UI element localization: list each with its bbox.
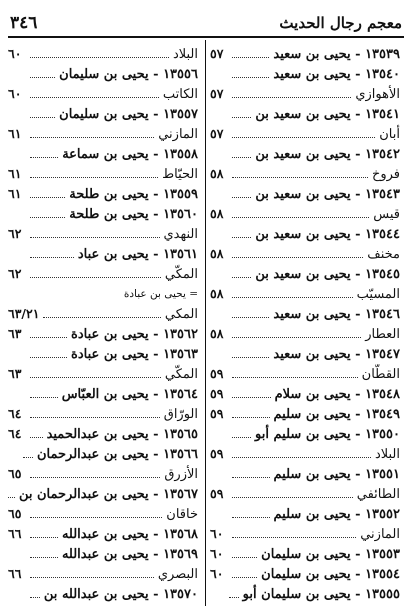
header-rule <box>8 36 404 38</box>
leader-dots <box>30 364 161 378</box>
entry-text: القطّان <box>361 367 400 382</box>
leader-dots <box>232 344 269 358</box>
entry-text: الأهوازي <box>355 87 400 102</box>
leader-dots <box>30 104 55 118</box>
leader-dots <box>232 324 361 338</box>
entry-text: فروخ <box>371 167 400 182</box>
entry-text: المكّي <box>164 367 198 382</box>
index-subline <box>8 164 198 184</box>
entry-page-number: ٥٧ <box>210 86 224 101</box>
index-entry <box>8 484 198 504</box>
leader-dots <box>232 244 363 258</box>
entry-page-number: ٦٣ <box>8 326 22 341</box>
index-entry <box>210 464 400 484</box>
index-subline <box>8 304 198 324</box>
entry-text: الطائفي <box>356 487 400 502</box>
index-entry <box>210 564 400 584</box>
index-entry <box>210 344 400 364</box>
entry-page-number: ٦٥ <box>8 506 22 521</box>
entry-text: = يحيى بن عبادة <box>123 288 198 300</box>
entry-page-number: ٦٣/٢١ <box>8 306 40 321</box>
entry-text: خاقان <box>166 507 198 522</box>
index-entry <box>8 184 198 204</box>
index-subline <box>210 364 400 384</box>
entry-page-number: ٦٢ <box>8 266 22 281</box>
index-subline <box>8 564 198 584</box>
entry-page-number: ٥٩ <box>210 486 224 501</box>
index-entry <box>8 144 198 164</box>
index-entry <box>8 524 198 544</box>
index-subline <box>8 264 198 284</box>
leader-dots <box>23 444 33 458</box>
entry-page-number: ٦٥ <box>8 466 22 481</box>
leader-dots <box>30 64 55 78</box>
entry-text: البلاد <box>172 47 198 62</box>
leader-dots <box>232 44 269 58</box>
entry-page-number: ٦٠ <box>8 46 22 61</box>
entry-page-number: ٥٩ <box>210 386 224 401</box>
entry-text: ١٣٥٥٢ - يحيى بن سليم <box>273 507 400 522</box>
index-subline <box>8 404 198 424</box>
leader-dots <box>232 564 257 578</box>
column-divider <box>205 40 206 606</box>
entry-text: الكاتب <box>162 87 198 102</box>
entry-page-number: ٦٦ <box>8 526 22 541</box>
leader-dots <box>232 424 251 438</box>
index-entry <box>8 244 198 264</box>
index-subline <box>210 284 400 304</box>
entry-page-number: ٦٠ <box>8 86 22 101</box>
leader-dots <box>30 224 160 238</box>
entry-page-number: ٥٨ <box>210 286 224 301</box>
entry-text: ١٣٥٥٧ - يحيى بن سليمان <box>59 107 198 122</box>
leader-dots <box>232 184 251 198</box>
entry-text: المسيّب <box>356 287 400 302</box>
entry-text: ١٣٥٤٠ - يحيى بن سعيد <box>273 67 400 82</box>
index-subline <box>8 124 198 144</box>
leader-dots <box>30 244 74 258</box>
cross-reference-note <box>8 284 198 304</box>
index-entry <box>210 404 400 424</box>
index-entry <box>210 224 400 244</box>
entry-page-number: ٥٧ <box>210 46 224 61</box>
leader-dots <box>30 204 65 218</box>
index-subline <box>210 324 400 344</box>
entry-page-number: ٦٢ <box>8 226 22 241</box>
entry-page-number: ٥٩ <box>210 366 224 381</box>
index-subline <box>210 444 400 464</box>
entry-text: الورّاق <box>163 407 198 422</box>
index-entry <box>210 184 400 204</box>
entry-text: ١٣٥٥٠ - يحيى بن سليم أبو <box>255 427 400 442</box>
entry-text: ١٣٥٦٦ - يحيى بن عبدالرحمان <box>36 447 198 462</box>
entry-text: ١٣٥٥١ - يحيى بن سليم <box>273 467 400 482</box>
entry-text: ١٣٥٤٣ - يحيى بن سعيد بن <box>255 187 400 202</box>
entry-page-number: ٥٨ <box>210 326 224 341</box>
index-subline <box>8 364 198 384</box>
entry-page-number: ٦٠ <box>210 546 224 561</box>
entry-text: ١٣٥٦٢ - يحيى بن عبادة <box>71 327 198 342</box>
index-subline <box>8 224 198 244</box>
entry-text: ١٣٥٥٨ - يحيى بن سماعة <box>62 147 198 162</box>
index-entry <box>210 264 400 284</box>
index-entry <box>210 304 400 324</box>
entry-text: مخنف <box>367 247 400 262</box>
leader-dots <box>232 204 369 218</box>
leader-dots <box>30 564 154 578</box>
index-subline <box>210 484 400 504</box>
leader-dots <box>232 264 251 278</box>
leader-dots <box>232 104 251 118</box>
leader-dots <box>30 524 58 538</box>
leader-dots <box>30 84 159 98</box>
index-entry <box>210 44 400 64</box>
entry-page-number: ٥٨ <box>210 206 224 221</box>
leader-dots <box>30 144 58 158</box>
entry-text: المازني <box>360 527 400 542</box>
entry-text: ١٣٥٤٧ - يحيى بن سعيد <box>273 347 400 362</box>
entry-text: البصري <box>157 567 198 582</box>
index-subline <box>210 524 400 544</box>
index-entry <box>8 324 198 344</box>
entry-page-number: ٦٦ <box>8 566 22 581</box>
entry-text: ١٣٥٣٩ - يحيى بن سعيد <box>273 47 400 62</box>
index-entry <box>8 424 198 444</box>
entry-text: البلاد <box>374 447 400 462</box>
leader-dots <box>232 364 358 378</box>
entry-text: ١٣٥٤٥ - يحيى بن سعيد بن <box>255 267 400 282</box>
entry-text: النهدي <box>163 227 198 242</box>
entry-text: ١٣٥٦٠ - يحيى بن طلحة <box>69 207 198 222</box>
index-subline <box>8 464 198 484</box>
leader-dots <box>232 124 375 138</box>
leader-dots <box>232 464 270 478</box>
leader-dots <box>30 504 162 518</box>
entry-text: المكّي <box>164 267 198 282</box>
index-subline <box>210 204 400 224</box>
running-title: معجم رجال الحديث <box>279 14 402 32</box>
index-entry <box>210 64 400 84</box>
entry-text: ١٣٥٦٩ - يحيى بن عبدالله <box>61 547 198 562</box>
entry-text: الأزرق <box>164 467 198 482</box>
entry-text: ١٣٥٥٦ - يحيى بن سليمان <box>59 67 198 82</box>
index-entry <box>210 384 400 404</box>
entry-page-number: ٦٣ <box>8 366 22 381</box>
page-header <box>10 10 402 36</box>
entry-text: ١٣٥٤٦ - يحيى بن سعيد <box>273 307 400 322</box>
leader-dots <box>232 444 371 458</box>
leader-dots <box>232 304 269 318</box>
entry-text: ١٣٥٥٣ - يحيى بن سليمان <box>261 547 400 562</box>
index-subline <box>210 164 400 184</box>
entry-text: ١٣٥٥٥ - يحيى بن سليمان أبو <box>242 587 400 602</box>
index-subline <box>8 44 198 64</box>
leader-dots <box>30 344 67 358</box>
entry-page-number: ٦٠ <box>210 566 224 581</box>
leader-dots <box>30 424 43 438</box>
entry-page-number: ٥٩ <box>210 446 224 461</box>
entry-page-number: ٥٧ <box>210 126 224 141</box>
leader-dots <box>229 584 239 598</box>
right-column <box>210 44 400 604</box>
index-entry <box>8 544 198 564</box>
leader-dots <box>30 584 40 598</box>
entry-text: العطار <box>365 327 400 342</box>
leader-dots <box>232 404 270 418</box>
entry-text: ١٣٥٥٩ - يحيى بن طلحة <box>69 187 198 202</box>
leader-dots <box>232 64 269 78</box>
leader-dots <box>232 484 353 498</box>
index-entry <box>210 424 400 444</box>
entry-text: ١٣٥٤٢ - يحيى بن سعيد بن <box>255 147 400 162</box>
leader-dots <box>232 384 271 398</box>
entry-text: ١٣٥٦٤ - يحيى بن العبّاس <box>61 387 198 402</box>
entry-text: أبان <box>379 127 400 142</box>
leader-dots <box>232 224 251 238</box>
entry-text: ١٣٥٤٨ - يحيى بن سلام <box>274 387 400 402</box>
leader-dots <box>30 264 161 278</box>
entry-text: ١٣٥٦٣ - يحيى بن عبادة <box>71 347 198 362</box>
leader-dots <box>232 544 257 558</box>
index-subline <box>210 244 400 264</box>
entry-text: ١٣٥٤١ - يحيى بن سعيد بن <box>255 107 400 122</box>
entry-page-number: ٦٠ <box>210 526 224 541</box>
entry-page-number: ٥٨ <box>210 246 224 261</box>
entry-text: ١٣٥٧٠ - يحيى بن عبدالله بن <box>43 587 198 602</box>
leader-dots <box>8 484 15 498</box>
leader-dots <box>30 324 67 338</box>
page-number: ٣٤٦ <box>10 13 38 33</box>
leader-dots <box>30 124 154 138</box>
entry-text: الحيّاط <box>162 167 198 182</box>
left-column <box>8 44 198 604</box>
entry-text: المكي <box>164 307 198 322</box>
entry-page-number: ٦٤ <box>8 426 22 441</box>
leader-dots <box>232 504 270 518</box>
leader-dots <box>30 544 58 558</box>
index-subline <box>210 84 400 104</box>
index-entry <box>210 104 400 124</box>
index-entry <box>210 144 400 164</box>
entry-page-number: ٦١ <box>8 186 22 201</box>
index-entry <box>210 584 400 604</box>
index-entry <box>8 64 198 84</box>
entry-page-number: ٥٨ <box>210 166 224 181</box>
index-entry <box>210 504 400 524</box>
index-subline <box>210 124 400 144</box>
leader-dots <box>30 384 58 398</box>
leader-dots <box>30 44 169 58</box>
leader-dots <box>30 404 160 418</box>
entry-text: ١٣٥٦٧ - يحيى بن عبدالرحمان بن <box>18 487 198 502</box>
index-entry <box>8 344 198 364</box>
leader-dots <box>232 84 351 98</box>
index-entry <box>210 544 400 564</box>
entry-page-number: ٦١ <box>8 166 22 181</box>
entry-text: ١٣٥٤٤ - يحيى بن سعيد بن <box>255 227 400 242</box>
leader-dots <box>30 464 160 478</box>
entry-page-number: ٥٩ <box>210 406 224 421</box>
leader-dots <box>232 164 368 178</box>
entry-page-number: ٦٤ <box>8 406 22 421</box>
entry-text: ١٣٥٥٤ - يحيى بن سليمان <box>261 567 400 582</box>
entry-text: ١٣٥٦٥ - يحيى بن عبدالحميد <box>46 427 198 442</box>
leader-dots <box>232 144 251 158</box>
index-entry <box>8 104 198 124</box>
entry-text: قيس <box>373 207 400 222</box>
entry-text: ١٣٥٦٨ - يحيى بن عبدالله <box>61 527 198 542</box>
entry-text: ١٣٥٦١ - يحيى بن عباد <box>77 247 198 262</box>
index-entry <box>8 584 198 604</box>
leader-dots <box>30 164 158 178</box>
index-subline <box>8 84 198 104</box>
index-entry <box>8 384 198 404</box>
index-entry <box>8 204 198 224</box>
entry-text: ١٣٥٤٩ - يحيى بن سليم <box>273 407 400 422</box>
leader-dots <box>232 524 356 538</box>
entry-text: المازني <box>158 127 198 142</box>
index-subline <box>8 504 198 524</box>
entry-page-number: ٦١ <box>8 126 22 141</box>
leader-dots <box>30 184 65 198</box>
index-entry <box>8 444 198 464</box>
leader-dots <box>232 284 353 298</box>
leader-dots <box>43 304 160 318</box>
